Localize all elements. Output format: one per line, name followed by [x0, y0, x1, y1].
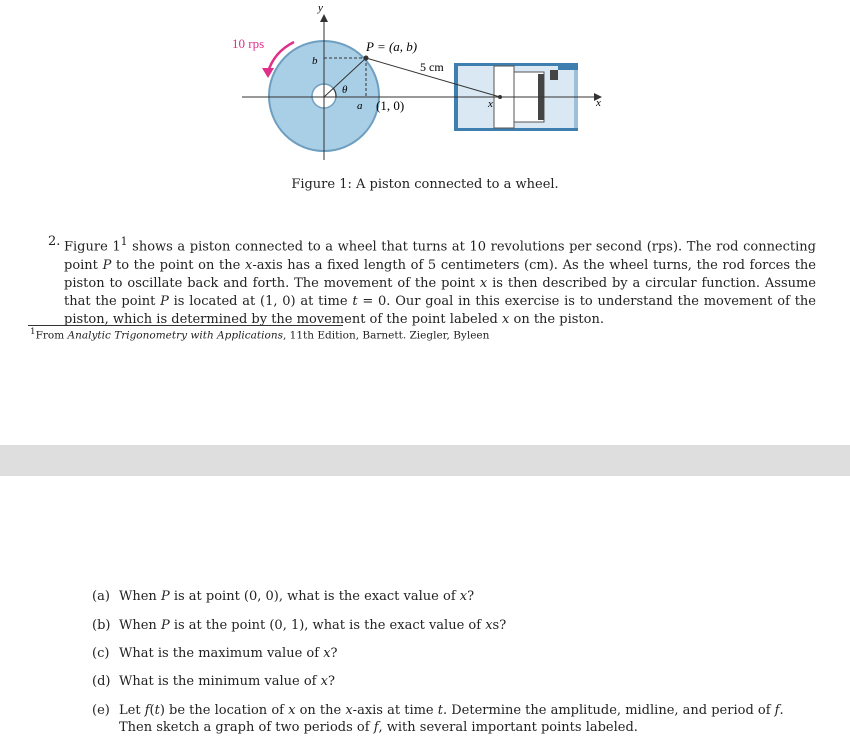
problem-2 — [48, 233, 816, 329]
part-b: (b) When P is at the point (0, 1), what is the exact value of xs? — [92, 618, 507, 633]
problem-number: 2. — [48, 234, 61, 249]
theta-label: θ — [342, 84, 348, 96]
piston-diagram — [232, 0, 612, 165]
piston-x-label: x — [488, 98, 493, 110]
problem-text: Figure $1^1$ shows a piston connected to a wheel that turns at 10 revolutions per second (rps). The rod connecting point P to the point on the x-axis has a fixed length of 5 centimeters (cm). As the wheel turns, the rod forces the piston to oscillate back and forth. The movement of the point x is then described by a circular function. Assume that the point P is located at (1, 0) at time t = 0. Our goal in this exercise is to understand the movement of the piston, which is determined by the movement of the point labeled x on the piston. — [64, 235, 817, 328]
part-a: (a) When P is at point (0, 0), what is the exact value of x? — [92, 589, 475, 604]
part-d: (d) What is the minimum value of x? — [92, 674, 335, 689]
footnote-ref: 1 — [120, 235, 128, 248]
b-label: b — [312, 55, 318, 67]
point-x — [498, 95, 502, 99]
footnote-rule — [28, 325, 343, 326]
page-2 — [0, 476, 850, 749]
rod-length-label: 5 cm — [420, 60, 444, 74]
x-axis-label: x — [596, 97, 601, 109]
figure-caption: Figure 1: A piston connected to a wheel. — [291, 177, 559, 192]
footnote: $^1$From Analytic Trigonometry with Applications, 11th Edition, Barnett. Ziegler, Byleen — [30, 327, 490, 342]
part-e: (e) Let f(t) be the location of x on the x-axis at time t. Determine the amplitude, midline, and period of f. Then sketch a graph of two periods of f, with several important points labeled. — [92, 703, 784, 735]
rps-label: 10 rps — [232, 36, 265, 51]
page-gap — [0, 445, 850, 476]
piston-figure — [232, 0, 612, 165]
a-label: a — [357, 100, 363, 112]
start-point-label: (1, 0) — [376, 98, 405, 113]
part-c: (c) What is the maximum value of x? — [92, 646, 338, 661]
y-axis-label: y — [318, 2, 323, 14]
point-p-label: P = (a, b) — [366, 39, 418, 54]
